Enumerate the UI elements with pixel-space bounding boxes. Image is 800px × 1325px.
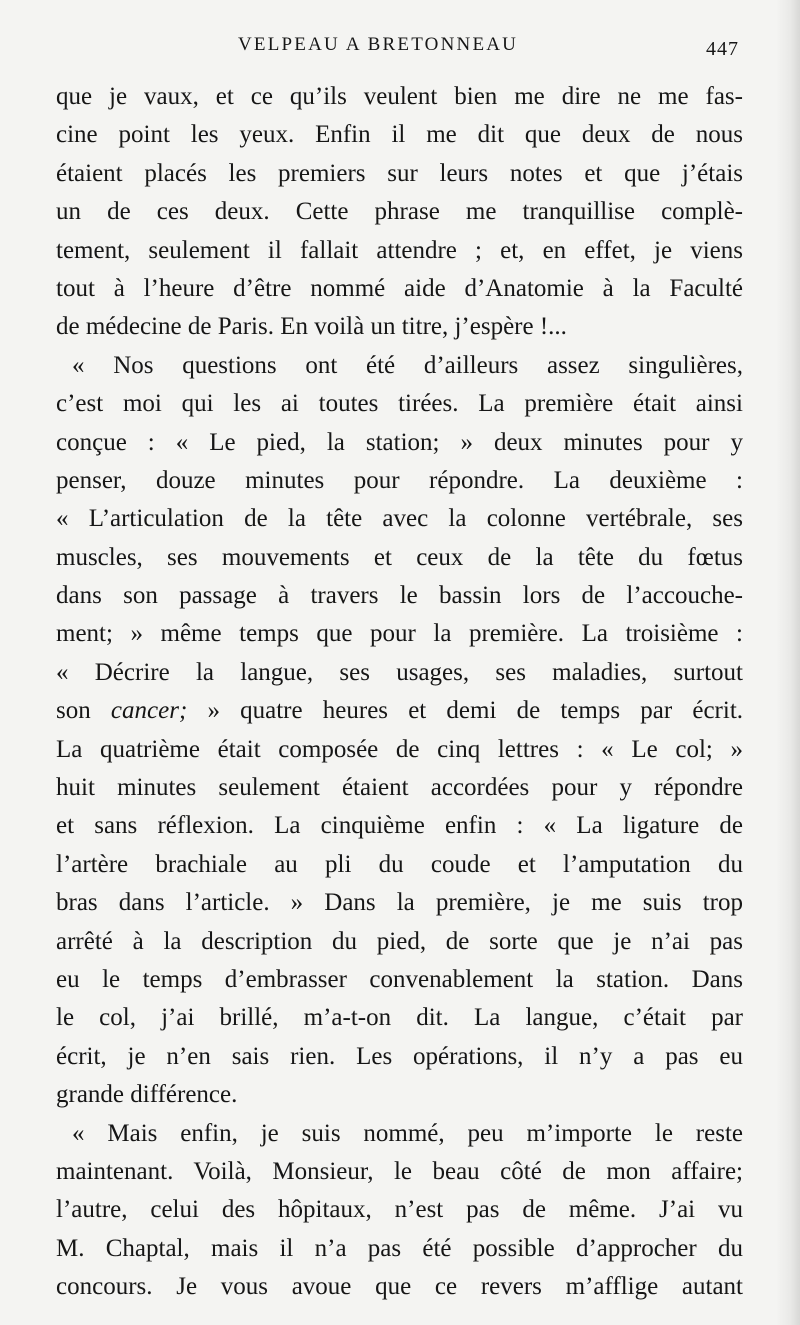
page-edge-shadow <box>776 0 800 1325</box>
text-line: de médecine de Paris. En voilà un titre, j’espère !... <box>56 313 567 341</box>
text-line: l’autre, celui des hôpitaux, n’est pas de même. J’ai vu <box>56 1196 743 1224</box>
text-line: dans son passage à travers le bassin lors de l’accouche- <box>56 582 743 610</box>
text-line: arrêté à la description du pied, de sorte que je n’ai pas <box>56 927 743 955</box>
text-line: l’artère brachiale au pli du coude et l’amputation du <box>56 850 743 878</box>
text-line: muscles, ses mouvements et ceux de la tête du fœtus <box>56 543 743 571</box>
text-line: grande différence. <box>56 1081 238 1109</box>
italic-word: cancer; <box>110 697 188 725</box>
text-line: « L’articulation de la tête avec la colonne vertébrale, ses <box>56 505 743 533</box>
text-line: cine point les yeux. Enfin il me dit que deux de nous <box>56 121 743 149</box>
text-line: « Décrire la langue, ses usages, ses maladies, surtout <box>56 658 743 686</box>
text-line: eu le temps d’embrasser convenablement la station. Dans <box>56 965 743 993</box>
text-line: et sans réflexion. La cinquième enfin : « La ligature de <box>56 812 743 840</box>
paragraph-start-line: « Mais enfin, je suis nommé, peu m’importe le reste <box>72 1119 743 1147</box>
body-text <box>56 78 743 1307</box>
text-line: huit minutes seulement étaient accordées pour y répondre <box>56 774 743 802</box>
text-line: le col, j’ai brillé, m’a-t-on dit. La langue, c’était par <box>56 1004 743 1032</box>
text-line: La quatrième était composée de cinq lettres : « Le col; » <box>56 735 743 763</box>
text-line: étaient placés les premiers sur leurs notes et que j’étais <box>56 159 743 187</box>
text-line: tement, seulement il fallait attendre ; et, en effet, je viens <box>56 236 743 264</box>
text-line: penser, douze minutes pour répondre. La deuxième : <box>56 466 743 494</box>
text-line: M. Chaptal, mais il n’a pas été possible d’approcher du <box>56 1234 743 1262</box>
text-line: écrit, je n’en sais rien. Les opérations, il n’y a pas eu <box>56 1042 743 1070</box>
text-line: c’est moi qui les ai toutes tirées. La première était ainsi <box>56 390 743 418</box>
page-header <box>0 30 800 60</box>
text-line: bras dans l’article. » Dans la première, je me suis trop <box>56 889 743 917</box>
paragraph-start-line: « Nos questions ont été d’ailleurs assez singulières, <box>72 351 743 379</box>
text-line: maintenant. Voilà, Monsieur, le beau côté de mon affaire; <box>56 1157 743 1185</box>
page-number: 447 <box>706 38 739 60</box>
text-line: que je vaux, et ce qu’ils veulent bien me dire ne me fas- <box>56 83 743 110</box>
text-line-with-italic <box>56 692 743 730</box>
running-title: VELPEAU A BRETONNEAU <box>238 34 519 55</box>
text-line: tout à l’heure d’être nommé aide d’Anatomie à la Faculté <box>56 274 743 302</box>
text-segment: son <box>56 697 91 725</box>
text-line: un de ces deux. Cette phrase me tranquillise complè- <box>56 198 743 226</box>
text-line: conçue : « Le pied, la station; » deux minutes pour y <box>56 428 743 456</box>
text-line: concours. Je vous avoue que ce revers m’afflige autant <box>56 1273 743 1301</box>
text-line: ment; » même temps que pour la première. La troisième : <box>56 620 743 648</box>
text-segment: » quatre heures et demi de temps par écrit. <box>207 697 744 725</box>
